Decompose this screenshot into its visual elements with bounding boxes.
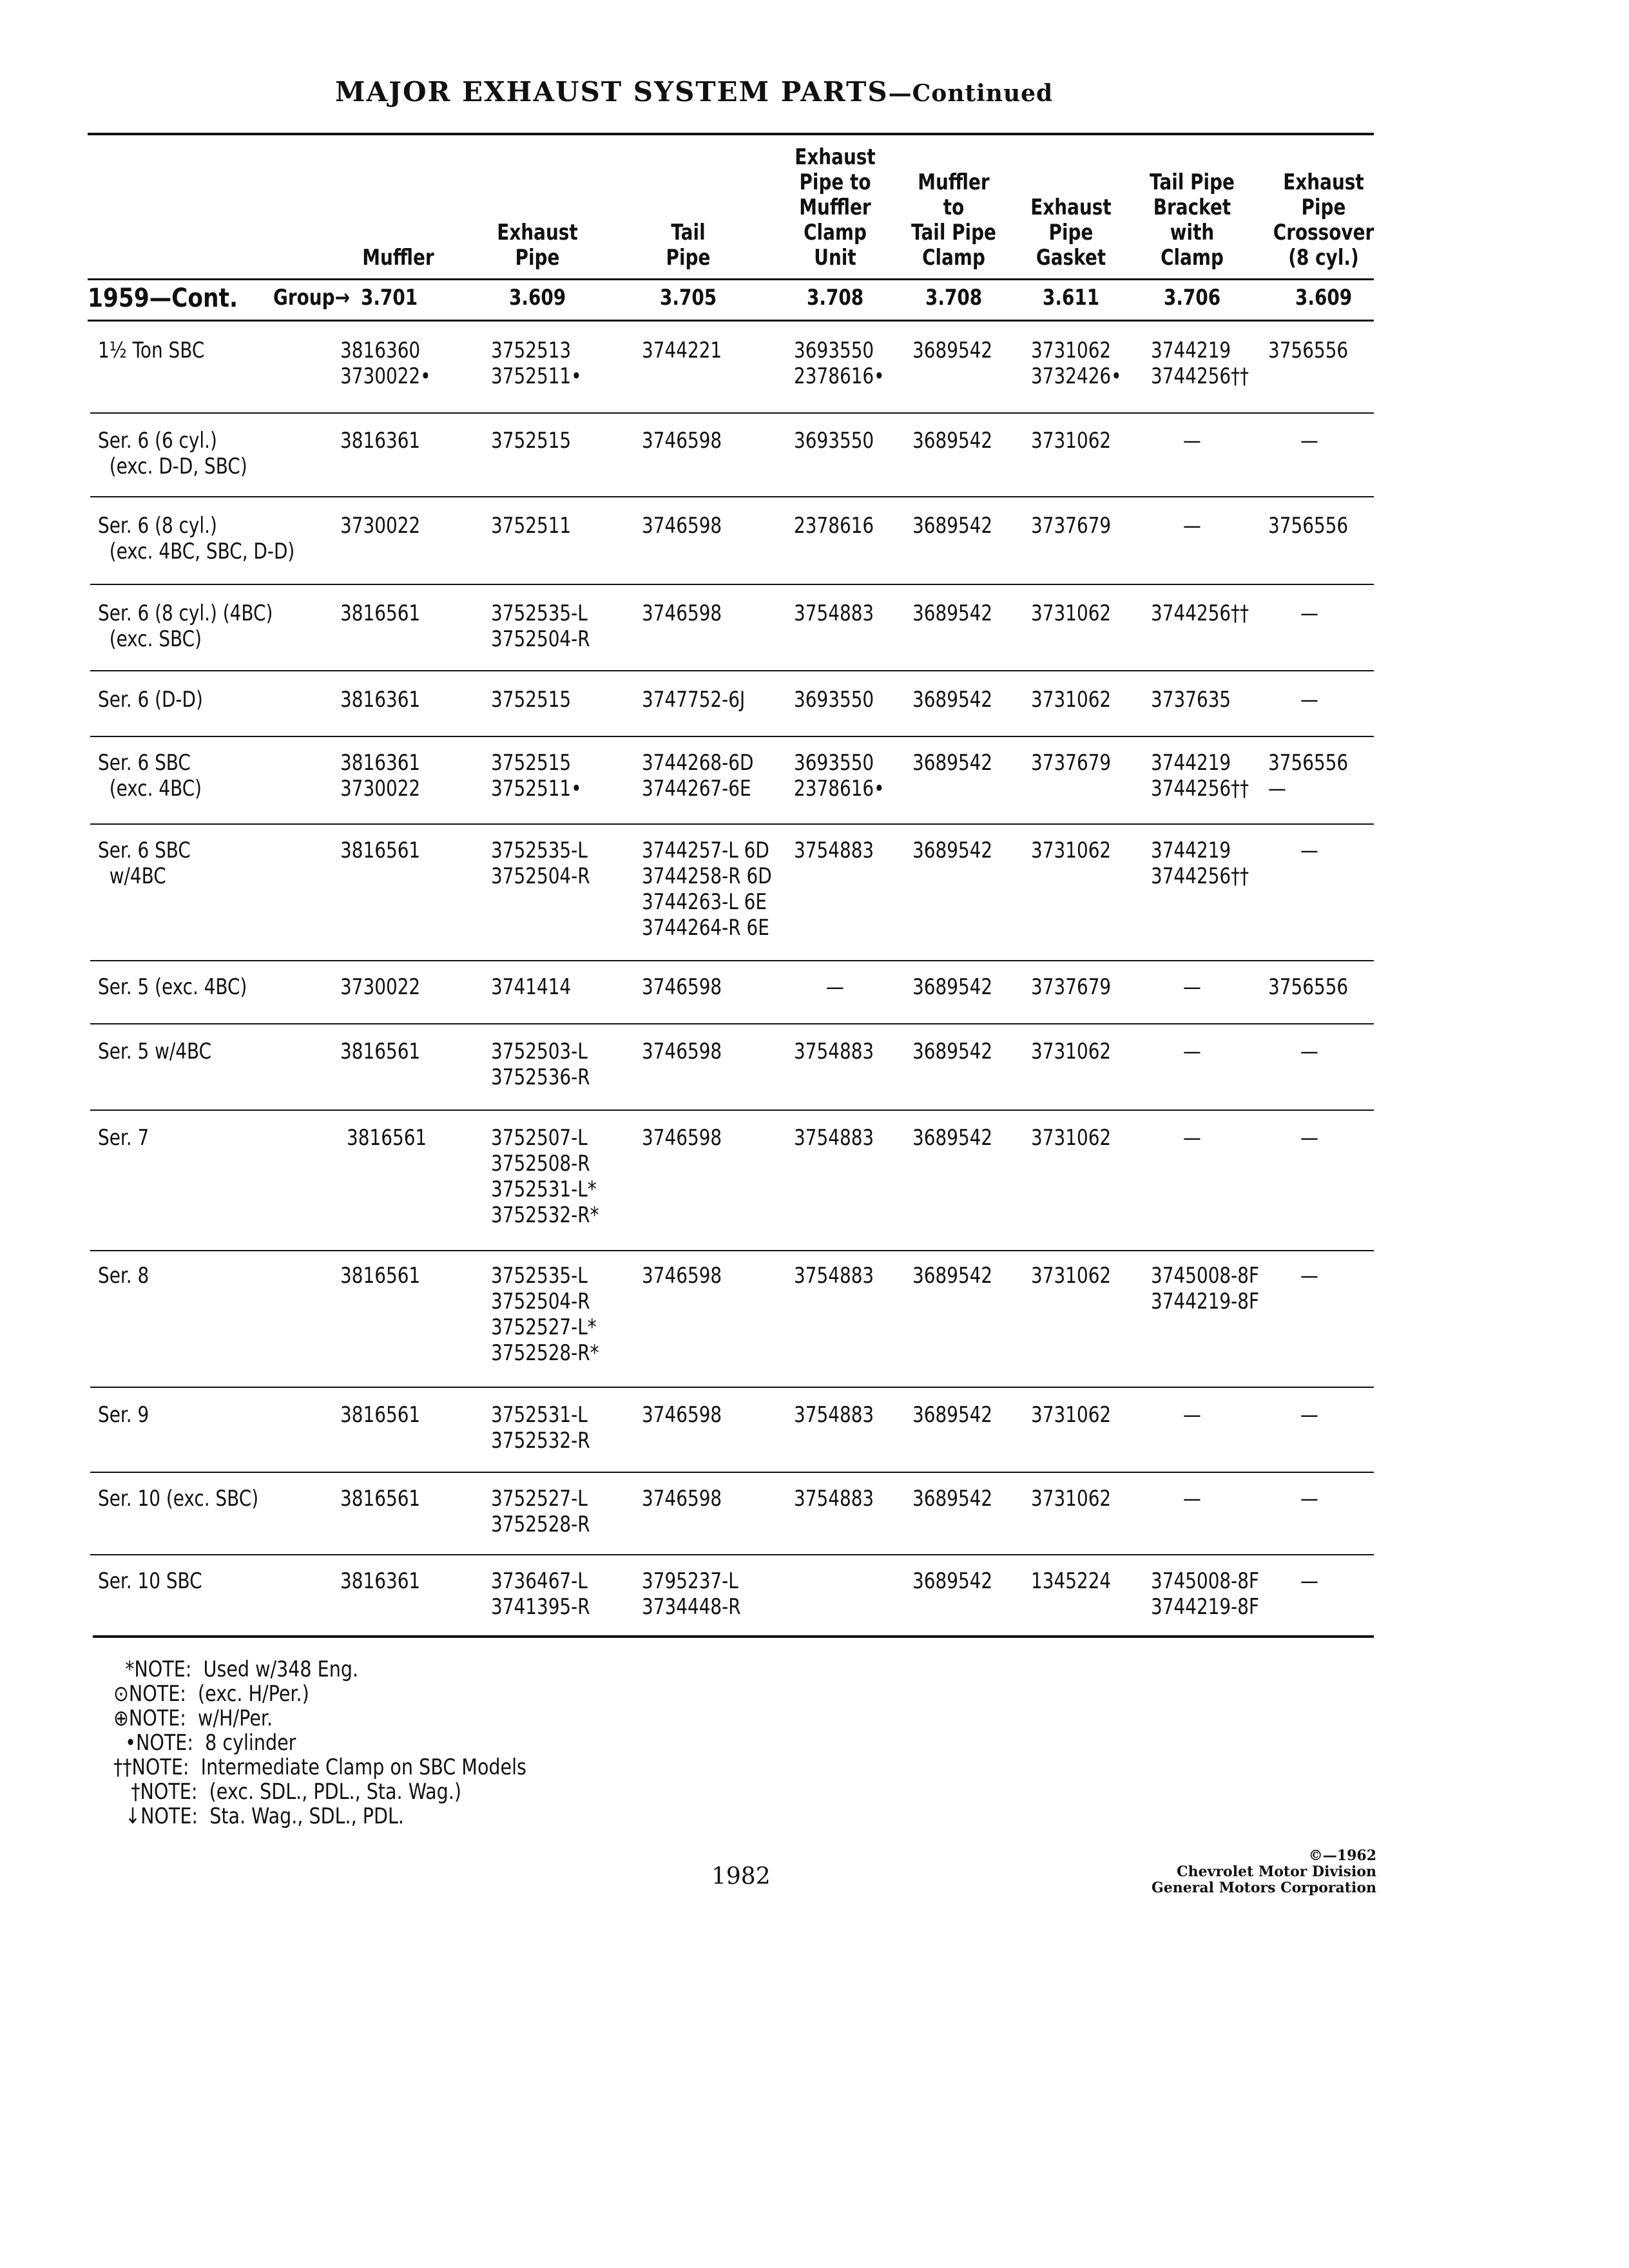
group-number: 3.708 (807, 285, 864, 311)
table-cell: 3816561 (340, 1486, 421, 1512)
group-number: 3.706 (1164, 285, 1221, 311)
bottom-rule (93, 1635, 1374, 1638)
table-cell: 3795237-L 3734448-R (642, 1568, 741, 1620)
table-cell: 3746598 (642, 601, 722, 626)
table-cell: 3752531-L 3752532-R (491, 1402, 590, 1454)
table-cell: 3689542 (912, 974, 993, 1000)
table-cell: 3816360 3730022• (340, 338, 431, 389)
table-cell: 3756556 (1268, 513, 1349, 539)
table-cell: 3731062 (1031, 1402, 1112, 1428)
row-model: Ser. 10 SBC (98, 1568, 202, 1594)
table-cell: 3731062 (1031, 1263, 1112, 1289)
row-separator (90, 960, 1374, 961)
column-header: Tail Pipe (666, 220, 711, 271)
column-header: Muffler (362, 245, 434, 271)
row-model: Ser. 9 (98, 1402, 149, 1428)
table-cell: — (1300, 1125, 1318, 1151)
note-line: ↓NOTE: Sta. Wag., SDL., PDL. (113, 1803, 404, 1829)
table-cell: 3731062 (1031, 1125, 1112, 1151)
table-cell: 3689542 (912, 1125, 993, 1151)
table-cell: 3816561 (340, 1263, 421, 1289)
table-cell: 3689542 (912, 750, 993, 776)
row-separator (90, 670, 1374, 671)
row-separator (90, 496, 1374, 497)
table-cell: 3737679 (1031, 750, 1112, 776)
table-cell: 3756556 — (1268, 750, 1349, 802)
row-separator (90, 1250, 1374, 1251)
table-cell: 3746598 (642, 974, 722, 1000)
table-cell: 3754883 (794, 1039, 874, 1064)
table-cell: 3730022 (340, 974, 421, 1000)
row-separator (90, 584, 1374, 585)
table-cell: — (1300, 838, 1318, 863)
row-separator (90, 1387, 1374, 1388)
table-cell: 3752515 (491, 687, 572, 713)
table-cell: — (1300, 1402, 1318, 1428)
table-cell: 3689542 (912, 601, 993, 626)
copyright-corporation: General Motors Corporation (1151, 1879, 1376, 1896)
note-line: †NOTE: (exc. SDL., PDL., Sta. Wag.) (113, 1779, 461, 1805)
table-cell: 1345224 (1031, 1568, 1112, 1594)
table-cell: — (1183, 428, 1201, 454)
group-label: Group→ (273, 285, 350, 311)
group-number: 3.609 (509, 285, 566, 311)
table-cell: 3752515 (491, 428, 572, 454)
table-cell: — (1300, 1568, 1318, 1594)
group-number: 3.701 (361, 285, 418, 311)
table-cell: — (1183, 513, 1201, 539)
year-label: 1959—Cont. (88, 284, 238, 313)
column-header: Exhaust Pipe to Muffler Clamp Unit (795, 144, 876, 271)
table-cell: 3730022 (340, 513, 421, 539)
table-cell: 3752535-L 3752504-R (491, 838, 590, 889)
group-number: 3.705 (660, 285, 717, 311)
row-model: Ser. 6 SBC (exc. 4BC) (98, 750, 202, 802)
row-model: Ser. 10 (exc. SBC) (98, 1486, 259, 1512)
table-cell: 3737679 (1031, 974, 1112, 1000)
table-cell: 3737679 (1031, 513, 1112, 539)
table-cell: — (1183, 974, 1201, 1000)
table-cell: — (1300, 1039, 1318, 1064)
row-model: Ser. 8 (98, 1263, 149, 1289)
row-model: Ser. 5 (exc. 4BC) (98, 974, 247, 1000)
table-cell: 3689542 (912, 1568, 993, 1594)
table-cell: 3741414 (491, 974, 572, 1000)
row-separator (90, 1110, 1374, 1111)
table-cell: 3731062 3732426• (1031, 338, 1122, 389)
table-cell: 3816361 (340, 428, 421, 454)
table-cell: — (1300, 687, 1318, 713)
row-separator (90, 823, 1374, 825)
table-cell: 3731062 (1031, 687, 1112, 713)
table-cell: 3752513 3752511• (491, 338, 582, 389)
table-cell: 3752527-L 3752528-R (491, 1486, 590, 1537)
table-cell: — (1183, 1486, 1201, 1512)
table-cell: 3744219 3744256†† (1151, 750, 1249, 802)
table-cell: — (1300, 428, 1318, 454)
table-cell: 3731062 (1031, 428, 1112, 454)
table-cell: — (1300, 601, 1318, 626)
table-cell: 3693550 2378616• (794, 750, 885, 802)
table-cell: — (826, 974, 844, 1000)
row-model: Ser. 6 (6 cyl.) (exc. D-D, SBC) (98, 428, 247, 479)
table-cell: 3746598 (642, 1125, 722, 1151)
group-number: 3.611 (1043, 285, 1100, 311)
table-cell: 3744256†† (1151, 601, 1249, 626)
column-header: Exhaust Pipe (497, 220, 578, 271)
note-line: *NOTE: Used w/348 Eng. (113, 1657, 359, 1682)
table-cell: 3752507-L 3752508-R 3752531-L* 3752532-R* (491, 1125, 599, 1228)
note-line: •NOTE: 8 cylinder (113, 1730, 296, 1756)
table-cell: 3754883 (794, 1125, 874, 1151)
table-cell: 3737635 (1151, 687, 1231, 713)
row-model: Ser. 7 (98, 1125, 149, 1151)
table-cell: 3746598 (642, 1039, 722, 1064)
notes-block (113, 1657, 526, 1829)
note-line: ⊙NOTE: (exc. H/Per.) (113, 1681, 309, 1707)
column-header: Exhaust Pipe Gasket (1030, 195, 1112, 271)
header-rule (88, 278, 1374, 280)
table-cell: 3746598 (642, 513, 722, 539)
table-cell: — (1300, 1263, 1318, 1289)
table-cell: 3747752-6J (642, 687, 746, 713)
row-separator (90, 1554, 1374, 1555)
table-cell: — (1183, 1125, 1201, 1151)
table-cell: 3731062 (1031, 601, 1112, 626)
table-cell: 3731062 (1031, 1039, 1112, 1064)
table-cell: 3816361 3730022 (340, 750, 421, 802)
table-cell: 3756556 (1268, 974, 1349, 1000)
table-cell: 3689542 (912, 513, 993, 539)
table-cell: 3816361 (340, 687, 421, 713)
table-cell: 3816561 (340, 838, 421, 863)
table-cell: 3731062 (1031, 838, 1112, 863)
table-cell: 3816561 (347, 1125, 427, 1151)
row-separator (90, 736, 1374, 737)
row-model: Ser. 6 SBC w/4BC (98, 838, 191, 889)
table-cell: 3746598 (642, 1486, 722, 1512)
table-cell: 3746598 (642, 1402, 722, 1428)
table-cell: 3744219 3744256†† (1151, 838, 1249, 889)
table-cell: 3689542 (912, 687, 993, 713)
table-cell: 3744257-L 6D 3744258-R 6D 3744263-L 6E 3744264-R 6E (642, 838, 772, 941)
page-title: MAJOR EXHAUST SYSTEM PARTS—Continued (335, 76, 1054, 108)
table-cell: 3731062 (1031, 1486, 1112, 1512)
table-cell: 3816361 (340, 1568, 421, 1594)
table-cell: 3689542 (912, 1263, 993, 1289)
column-header: Tail Pipe Bracket with Clamp (1150, 169, 1235, 271)
table-cell: 3754883 (794, 1402, 874, 1428)
row-separator (90, 1472, 1374, 1473)
table-cell: 3693550 (794, 687, 874, 713)
table-cell: 3689542 (912, 1402, 993, 1428)
top-rule (88, 133, 1374, 135)
table-cell: 3693550 2378616• (794, 338, 885, 389)
note-line: ⊕NOTE: w/H/Per. (113, 1706, 273, 1731)
row-model: Ser. 6 (D-D) (98, 687, 203, 713)
table-cell: 3689542 (912, 838, 993, 863)
group-number: 3.708 (925, 285, 983, 311)
table-cell: — (1300, 1486, 1318, 1512)
table-cell: 3752515 3752511• (491, 750, 582, 802)
table-cell: 3752535-L 3752504-R 3752527-L* 3752528-R* (491, 1263, 599, 1366)
table-cell: 3754883 (794, 1263, 874, 1289)
copyright-year: ©—1962 (1308, 1847, 1376, 1864)
column-header: Exhaust Pipe Crossover (8 cyl.) (1273, 169, 1374, 271)
copyright-division: Chevrolet Motor Division (1177, 1863, 1376, 1880)
note-line: ††NOTE: Intermediate Clamp on SBC Models (113, 1754, 526, 1780)
table-cell: 3736467-L 3741395-R (491, 1568, 590, 1620)
table-cell: 3744221 (642, 338, 722, 363)
table-cell: — (1183, 1402, 1201, 1428)
table-cell: 3752503-L 3752536-R (491, 1039, 590, 1090)
table-cell: 3816561 (340, 1402, 421, 1428)
table-cell: 3746598 (642, 428, 722, 454)
table-cell: 3816561 (340, 601, 421, 626)
row-model: Ser. 6 (8 cyl.) (4BC) (exc. SBC) (98, 601, 273, 652)
table-cell: 3693550 (794, 428, 874, 454)
table-cell: 3754883 (794, 1486, 874, 1512)
table-cell: — (1183, 1039, 1201, 1064)
table-cell: 3754883 (794, 838, 874, 863)
table-cell: 3689542 (912, 1039, 993, 1064)
row-model: 1½ Ton SBC (98, 338, 205, 363)
row-separator (90, 412, 1374, 414)
row-model: Ser. 6 (8 cyl.) (exc. 4BC, SBC, D-D) (98, 513, 295, 564)
table-cell: 3746598 (642, 1263, 722, 1289)
table-cell: 3744219 3744256†† (1151, 338, 1249, 389)
table-cell: 3689542 (912, 338, 993, 363)
group-number: 3.609 (1295, 285, 1353, 311)
table-cell: 3816561 (340, 1039, 421, 1064)
table-cell: 3756556 (1268, 338, 1349, 363)
table-cell: 3689542 (912, 428, 993, 454)
row-separator (90, 1023, 1374, 1024)
table-cell: 3744268-6D 3744267-6E (642, 750, 754, 802)
table-cell: 2378616 (794, 513, 874, 539)
table-cell: 3745008-8F 3744219-8F (1151, 1568, 1260, 1620)
table-cell: 3752535-L 3752504-R (491, 601, 590, 652)
table-cell: 3754883 (794, 601, 874, 626)
table-cell: 3689542 (912, 1486, 993, 1512)
group-rule (88, 320, 1374, 322)
table-cell: 3745008-8F 3744219-8F (1151, 1263, 1260, 1314)
table-cell: 3752511 (491, 513, 572, 539)
column-header: Muffler to Tail Pipe Clamp (911, 169, 996, 271)
row-model: Ser. 5 w/4BC (98, 1039, 212, 1064)
page-number: 1982 (711, 1863, 771, 1890)
copyright-block (1152, 1848, 1376, 1896)
